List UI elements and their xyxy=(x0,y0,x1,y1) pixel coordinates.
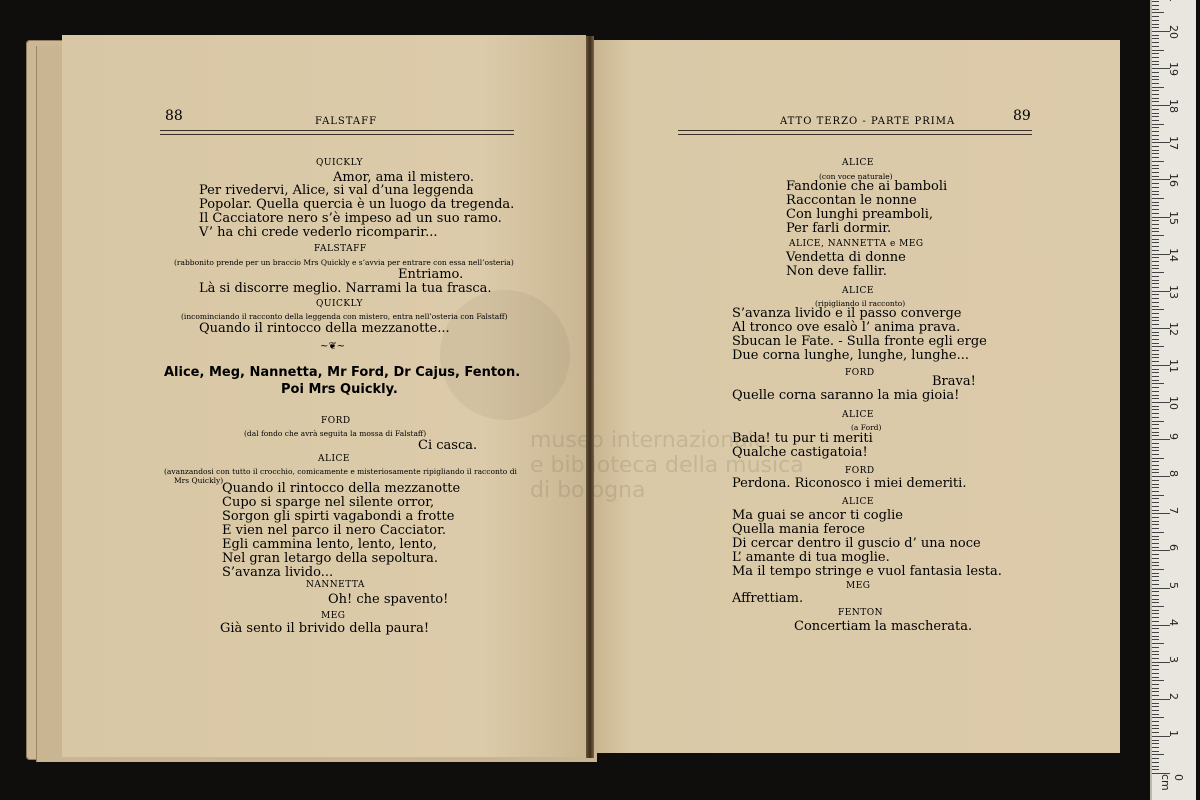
ruler-tick xyxy=(1152,42,1159,43)
ruler-tick xyxy=(1152,250,1159,251)
ruler-tick xyxy=(1152,639,1159,640)
ruler-tick xyxy=(1152,280,1159,281)
verse-line: Entriamo. xyxy=(398,267,464,282)
verse-line: Con lunghi preamboli, xyxy=(786,207,934,222)
verse-line: Nel gran letargo della sepoltura. xyxy=(222,551,439,566)
ruler-tick xyxy=(1152,205,1159,206)
ruler-tick xyxy=(1152,53,1159,54)
verse-line: Concertiam la mascherata. xyxy=(794,619,973,634)
ruler-tick xyxy=(1152,610,1159,611)
ruler-number: 13 xyxy=(1167,284,1180,299)
verse-line: Ci casca. xyxy=(418,438,478,453)
ruler-tick xyxy=(1152,146,1159,147)
ruler-number: 16 xyxy=(1167,173,1180,188)
ruler-tick xyxy=(1152,743,1159,744)
ruler-tick xyxy=(1152,721,1159,722)
ruler-tick xyxy=(1152,491,1159,492)
ruler-tick xyxy=(1152,168,1159,169)
ruler-number: 14 xyxy=(1167,247,1180,262)
book-gutter xyxy=(586,36,594,758)
verse-line: Cupo si sparge nel silente orror, xyxy=(222,495,435,510)
ruler-tick xyxy=(1152,16,1159,17)
ruler-tick xyxy=(1152,298,1159,299)
ruler-tick xyxy=(1152,461,1159,462)
ruler-tick xyxy=(1152,332,1159,333)
ruler-number: 3 xyxy=(1167,655,1180,663)
ruler-tick xyxy=(1152,591,1159,592)
ruler-tick xyxy=(1152,450,1159,451)
ruler-tick xyxy=(1152,228,1159,229)
ruler-tick xyxy=(1152,599,1159,600)
verse-line: Quando il rintocco della mezzanotte xyxy=(222,481,461,496)
ruler-tick xyxy=(1152,469,1159,470)
ruler-tick xyxy=(1152,1,1159,2)
verse-line: Raccontan le nonne xyxy=(786,193,917,208)
ruler-tick xyxy=(1152,398,1159,399)
ruler-tick xyxy=(1152,387,1159,388)
ruler-tick xyxy=(1152,628,1159,629)
ruler-tick xyxy=(1152,562,1159,563)
ruler-tick xyxy=(1152,658,1159,659)
ruler-tick xyxy=(1152,706,1159,707)
speaker-name: ALICE, NANNETTA e MEG xyxy=(789,239,924,249)
ruler-tick xyxy=(1152,198,1164,199)
ruler-tick xyxy=(1152,79,1159,80)
ruler-number: 15 xyxy=(1167,210,1180,225)
ruler-tick xyxy=(1152,50,1164,51)
ruler-tick xyxy=(1152,432,1159,433)
stage-direction: (a Ford) xyxy=(851,423,882,432)
running-head-right: ATTO TERZO - PARTE PRIMA xyxy=(780,116,956,127)
speaker-name: NANNETTA xyxy=(306,580,365,590)
ruler-tick xyxy=(1152,406,1159,407)
ruler-tick xyxy=(1152,421,1164,422)
ruler-tick xyxy=(1152,554,1159,555)
stage-direction: (avanzandosi con tutto il crocchio, comicamente e misteriosamente ripigliando il racconto di xyxy=(164,467,517,476)
ruler-number: 18 xyxy=(1167,99,1180,114)
ruler-tick xyxy=(1152,287,1159,288)
ruler-tick xyxy=(1152,528,1159,529)
verse-line: E vien nel parco il nero Cacciator. xyxy=(222,523,447,538)
ruler-tick xyxy=(1152,339,1159,340)
page-number-left: 88 xyxy=(165,108,183,124)
ruler-tick xyxy=(1152,272,1164,273)
ruler-tick xyxy=(1152,24,1159,25)
ruler-tick xyxy=(1152,317,1159,318)
stage-direction: (con voce naturale) xyxy=(819,172,893,181)
ruler-tick xyxy=(1152,565,1159,566)
ruler-tick xyxy=(1152,294,1159,295)
verse-line: Sorgon gli spirti vagabondi a frotte xyxy=(222,509,455,524)
ruler-tick xyxy=(1152,732,1159,733)
ruler-tick xyxy=(1152,465,1159,466)
ruler-tick xyxy=(1152,87,1164,88)
ruler-tick xyxy=(1152,383,1164,384)
ruler-tick xyxy=(1152,306,1159,307)
ruler-tick xyxy=(1152,361,1159,362)
ruler-tick xyxy=(1152,283,1159,284)
ruler-tick xyxy=(1152,161,1164,162)
ruler-tick xyxy=(1152,335,1159,336)
ruler-tick xyxy=(1152,246,1159,247)
ruler-tick xyxy=(1152,101,1159,102)
ruler-tick xyxy=(1152,20,1159,21)
speaker-name: QUICKLY xyxy=(316,299,363,309)
ruler-tick xyxy=(1152,665,1159,666)
ruler-tick xyxy=(1152,688,1159,689)
ruler-tick xyxy=(1152,651,1159,652)
header-rule xyxy=(160,134,514,135)
verse-line: Brava! xyxy=(932,374,976,389)
ruler-tick xyxy=(1152,191,1159,192)
header-rule xyxy=(678,134,1032,135)
ruler-tick xyxy=(1152,458,1164,459)
ruler-tick xyxy=(1152,613,1159,614)
ruler-tick xyxy=(1152,539,1159,540)
ruler-tick xyxy=(1152,150,1159,151)
ruler-tick xyxy=(1152,517,1159,518)
ruler-tick xyxy=(1152,187,1159,188)
ruler-tick xyxy=(1152,424,1159,425)
speaker-name: FORD xyxy=(321,416,351,426)
watermark-line: museo internazionale xyxy=(530,428,768,453)
ruler-tick xyxy=(1152,695,1159,696)
verse-line: S’avanza livido e il passo converge xyxy=(732,306,962,321)
ruler-number xyxy=(1167,0,1180,2)
ruler-tick xyxy=(1152,131,1159,132)
verse-line: Là si discorre meglio. Narrami la tua frasca. xyxy=(199,281,492,296)
verse-line: Per rivedervi, Alice, si val d’una leggenda xyxy=(199,183,474,198)
ruler-tick xyxy=(1152,224,1159,225)
ruler-tick xyxy=(1152,376,1159,377)
ruler-tick xyxy=(1152,372,1159,373)
ruler-tick xyxy=(1152,498,1159,499)
speaker-name: FORD xyxy=(845,368,875,378)
verse-line: Quella mania feroce xyxy=(732,522,865,537)
ruler-tick xyxy=(1152,472,1159,473)
ruler-tick xyxy=(1152,428,1159,429)
ruler-tick xyxy=(1152,46,1159,47)
verse-line: Il Cacciatore nero s’è impeso ad un suo ramo. xyxy=(199,211,502,226)
ruler-number: 12 xyxy=(1167,321,1180,336)
ruler-tick xyxy=(1152,239,1159,240)
ruler-tick xyxy=(1152,61,1159,62)
ruler-tick xyxy=(1152,38,1159,39)
verse-line: V’ ha chi crede vederlo ricomparir... xyxy=(199,225,438,240)
stage-direction: (ripigliando il racconto) xyxy=(815,299,906,308)
header-rule xyxy=(678,130,1032,131)
ruler-tick xyxy=(1152,543,1159,544)
ruler-number: 6 xyxy=(1167,544,1180,552)
speaker-name: FALSTAFF xyxy=(314,244,367,254)
verse-line: Amor, ama il mistero. xyxy=(333,170,475,185)
ruler-tick xyxy=(1152,90,1159,91)
ruler-tick xyxy=(1152,391,1159,392)
ruler-tick xyxy=(1152,740,1159,741)
ruler-tick xyxy=(1152,669,1159,670)
ruler-tick xyxy=(1152,261,1159,262)
ruler-tick xyxy=(1152,94,1159,95)
ruler-tick xyxy=(1152,524,1159,525)
ruler-tick xyxy=(1152,354,1159,355)
ruler-tick xyxy=(1152,124,1164,125)
ruler-tick xyxy=(1152,165,1159,166)
stage-direction: (incominciando il racconto della leggenda con mistero, entra nell’osteria con Falstaff) xyxy=(181,312,508,321)
ruler-tick xyxy=(1152,380,1159,381)
ruler-tick xyxy=(1152,183,1159,184)
ruler-number: 7 xyxy=(1167,507,1180,515)
ruler-tick xyxy=(1152,120,1159,121)
ruler-number: 17 xyxy=(1167,136,1180,151)
speaker-name: MEG xyxy=(321,611,346,621)
speaker-name: ALICE xyxy=(842,286,874,296)
ruler-tick xyxy=(1152,113,1159,114)
ruler-tick xyxy=(1152,413,1159,414)
speaker-name: FENTON xyxy=(838,608,883,618)
ruler-tick xyxy=(1152,521,1159,522)
ruler-tick xyxy=(1152,762,1159,763)
ruler-tick xyxy=(1152,202,1159,203)
verse-line: Di cercar dentro il guscio d’ una noce xyxy=(732,536,981,551)
verse-line: Quando il rintocco della mezzanotte... xyxy=(199,321,450,336)
verse-line: Ma il tempo stringe e vuol fantasia lesta. xyxy=(732,564,1002,579)
ruler-tick xyxy=(1152,231,1159,232)
scene-heading: Poi Mrs Quickly. xyxy=(281,382,398,397)
ruler-tick xyxy=(1152,176,1159,177)
ruler-number: 10 xyxy=(1167,396,1180,410)
ruler-tick xyxy=(1152,357,1159,358)
ruler-tick xyxy=(1152,276,1159,277)
ruler-tick xyxy=(1152,194,1159,195)
ruler-tick xyxy=(1152,235,1164,236)
ruler-tick xyxy=(1152,109,1159,110)
ruler-tick xyxy=(1152,313,1159,314)
ruler-tick xyxy=(1152,532,1164,533)
ornament: ~❦~ xyxy=(320,341,346,352)
verse-line: L’ amante di tua moglie. xyxy=(732,550,890,565)
ruler-tick xyxy=(1152,209,1159,210)
ruler-tick xyxy=(1152,213,1159,214)
ruler-tick xyxy=(1152,435,1159,436)
ruler-tick xyxy=(1152,257,1159,258)
ruler-tick xyxy=(1152,265,1159,266)
ruler-tick xyxy=(1152,754,1164,755)
ruler-tick xyxy=(1152,309,1164,310)
ruler-tick xyxy=(1152,725,1159,726)
verse-line: Egli cammina lento, lento, lento, xyxy=(222,537,437,552)
ruler-number: 19 xyxy=(1167,62,1180,77)
ruler-tick xyxy=(1152,758,1159,759)
ruler-tick xyxy=(1152,157,1159,158)
verse-line: Vendetta di donne xyxy=(786,250,906,265)
ruler-tick xyxy=(1152,76,1159,77)
ruler-tick xyxy=(1152,684,1159,685)
ruler-tick xyxy=(1152,773,1170,774)
measuring-ruler xyxy=(1150,0,1196,800)
ruler-tick xyxy=(1152,636,1159,637)
watermark-line: e biblioteca della musica xyxy=(530,453,804,478)
ruler-tick xyxy=(1152,717,1164,718)
ruler-tick xyxy=(1152,395,1159,396)
verse-line: Perdona. Riconosco i miei demeriti. xyxy=(732,476,967,491)
ruler-tick xyxy=(1152,710,1159,711)
verse-line: Fandonie che ai bamboli xyxy=(786,179,948,194)
ruler-tick xyxy=(1152,769,1159,770)
speaker-name: ALICE xyxy=(318,454,350,464)
verse-line: S’avanza livido... xyxy=(222,565,334,580)
ruler-tick xyxy=(1152,502,1159,503)
ruler-number: 9 xyxy=(1167,433,1180,441)
ruler-tick xyxy=(1152,558,1159,559)
verse-line: Al tronco ove esalò l’ anima prava. xyxy=(732,320,961,335)
ruler-tick xyxy=(1152,576,1159,577)
ruler-tick xyxy=(1152,747,1159,748)
stage-direction: Mrs Quickly) xyxy=(174,476,224,485)
speaker-name: MEG xyxy=(846,581,871,591)
ruler-tick xyxy=(1152,569,1164,570)
speaker-name: ALICE xyxy=(842,497,874,507)
ruler-tick xyxy=(1152,647,1159,648)
verse-line: Quelle corna saranno la mia gioia! xyxy=(732,388,960,403)
ruler-tick xyxy=(1152,766,1159,767)
ruler-number: 2 xyxy=(1167,692,1180,700)
ruler-tick xyxy=(1152,573,1159,574)
ruler-tick xyxy=(1152,220,1159,221)
ruler-tick xyxy=(1152,584,1159,585)
ruler-tick xyxy=(1152,714,1159,715)
verse-line: Popolar. Quella quercia è un luogo da tregenda. xyxy=(199,197,515,212)
ruler-tick xyxy=(1152,242,1159,243)
ruler-tick xyxy=(1152,643,1164,644)
ruler-tick xyxy=(1152,12,1164,13)
speaker-name: ALICE xyxy=(842,158,874,168)
ruler-tick xyxy=(1152,484,1159,485)
ruler-tick xyxy=(1152,536,1159,537)
ruler-tick xyxy=(1152,480,1159,481)
ruler-tick xyxy=(1152,135,1159,136)
ruler-tick xyxy=(1152,302,1159,303)
ruler-number: 8 xyxy=(1167,470,1180,478)
ruler-tick xyxy=(1152,454,1159,455)
stage-direction: (dal fondo che avrà seguita la mossa di Falstaff) xyxy=(244,429,427,438)
ruler-tick xyxy=(1152,602,1159,603)
ruler-tick xyxy=(1152,728,1159,729)
ruler-tick xyxy=(1152,510,1159,511)
ruler-number: 1 xyxy=(1167,729,1180,737)
verse-line: Oh! che spavento! xyxy=(328,592,449,607)
ruler-tick xyxy=(1152,153,1159,154)
ruler-tick xyxy=(1152,580,1159,581)
ruler-tick xyxy=(1152,127,1159,128)
ruler-tick xyxy=(1152,673,1159,674)
ruler-number: 20 xyxy=(1167,25,1180,39)
ruler-tick xyxy=(1152,691,1159,692)
ruler-tick xyxy=(1152,98,1159,99)
verse-line: Già sento il brivido della paura! xyxy=(220,621,430,636)
ruler-number: 5 xyxy=(1167,581,1180,589)
ruler-tick xyxy=(1152,57,1159,58)
ruler-tick xyxy=(1152,495,1164,496)
ruler-tick xyxy=(1152,369,1159,370)
ruler-tick xyxy=(1152,320,1159,321)
ruler-tick xyxy=(1152,346,1164,347)
ruler-tick xyxy=(1152,9,1159,10)
verse-line: Bada! tu pur ti meriti xyxy=(732,431,873,446)
verse-line: Non deve fallir. xyxy=(786,264,887,279)
speaker-name: QUICKLY xyxy=(316,158,363,168)
verse-line: Per farli dormir. xyxy=(786,221,892,236)
ruler-tick xyxy=(1152,595,1159,596)
ruler-tick xyxy=(1152,35,1159,36)
verse-line: Affrettiam. xyxy=(732,591,804,606)
ruler-tick xyxy=(1152,606,1164,607)
page-number-right: 89 xyxy=(1013,108,1031,124)
ruler-tick xyxy=(1152,343,1159,344)
ruler-tick xyxy=(1152,443,1159,444)
verse-line: Qualche castigatoia! xyxy=(732,445,868,460)
ruler-tick xyxy=(1152,680,1164,681)
ruler-tick xyxy=(1152,447,1159,448)
ruler-unit: 0 cm xyxy=(1159,774,1185,791)
ruler-tick xyxy=(1152,632,1159,633)
ruler-tick xyxy=(1152,116,1159,117)
ruler-tick xyxy=(1152,72,1159,73)
ruler-tick xyxy=(1152,5,1159,6)
ruler-tick xyxy=(1152,64,1159,65)
ruler-tick xyxy=(1152,409,1159,410)
ruler-tick xyxy=(1152,83,1159,84)
ruler-tick xyxy=(1152,617,1159,618)
ruler-tick xyxy=(1152,547,1159,548)
header-rule xyxy=(160,130,514,131)
verse-line: Sbucan le Fate. - Sulla fronte egli erge xyxy=(732,334,987,349)
running-head-left: FALSTAFF xyxy=(315,116,378,127)
scene-heading: Alice, Meg, Nannetta, Mr Ford, Dr Cajus, Fenton. xyxy=(164,365,521,380)
ruler-tick xyxy=(1152,621,1159,622)
ruler-tick xyxy=(1152,172,1159,173)
ruler-tick xyxy=(1152,268,1159,269)
ruler-tick xyxy=(1152,139,1159,140)
watermark-line: di bologna xyxy=(530,478,646,503)
ruler-number: 4 xyxy=(1167,618,1180,626)
verse-line: Ma guai se ancor ti coglie xyxy=(732,508,903,523)
verse-line: Due corna lunghe, lunghe, lunghe... xyxy=(732,348,969,363)
ruler-tick xyxy=(1152,506,1159,507)
ruler-tick xyxy=(1152,487,1159,488)
ruler-tick xyxy=(1152,751,1159,752)
speaker-name: ALICE xyxy=(842,410,874,420)
ruler-number: 11 xyxy=(1167,358,1180,373)
speaker-name: FORD xyxy=(845,466,875,476)
ruler-tick xyxy=(1152,27,1159,28)
ruler-tick xyxy=(1152,324,1159,325)
ruler-tick xyxy=(1152,417,1159,418)
ruler-tick xyxy=(1152,350,1159,351)
ruler-tick xyxy=(1152,654,1159,655)
ruler-tick xyxy=(1152,677,1159,678)
stage-direction: (rabbonito prende per un braccio Mrs Quickly e s’avvia per entrare con essa nell’osteria) xyxy=(174,258,514,267)
ruler-tick xyxy=(1152,703,1159,704)
